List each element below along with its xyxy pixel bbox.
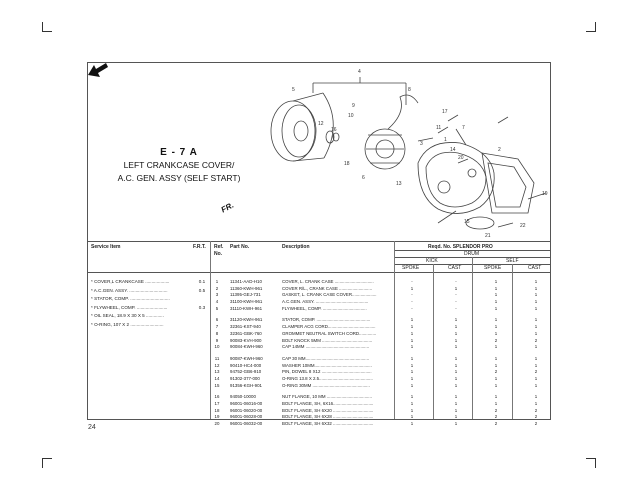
qty-self-cast: 1 bbox=[534, 285, 538, 291]
part-description: GASKET, L. CRANK CASE COVER.................... bbox=[282, 292, 377, 298]
qty-self-spoke: 1 bbox=[494, 355, 498, 361]
part-description: STATOR, COMP. ............................................ bbox=[282, 317, 371, 323]
header-service-item: Service Item bbox=[91, 244, 121, 250]
header-kick-spoke: SPOKE bbox=[402, 265, 420, 271]
part-description: A.C.GEN. ASSY. ........................................... bbox=[282, 299, 369, 305]
service-item-label: * A.C.GEN. ASSY. .............................. bbox=[91, 287, 168, 293]
callout-12: 12 bbox=[318, 121, 324, 127]
qty-kick-spoke: 1 bbox=[410, 369, 414, 375]
qty-kick-spoke: 1 bbox=[410, 344, 414, 350]
parts-table-row bbox=[212, 286, 550, 293]
section-title-line-2: A.C. GEN. ASSY (SELF START) bbox=[117, 173, 241, 183]
qty-kick-cast: - bbox=[455, 305, 457, 311]
part-description: BOLT KNOCK 5MM ......................................... bbox=[282, 337, 373, 343]
qty-self-cast: 1 bbox=[534, 401, 538, 406]
service-item-row bbox=[91, 313, 211, 322]
qty-self-spoke: 1 bbox=[494, 382, 498, 388]
part-number: 90410-HC4-000 bbox=[230, 362, 262, 368]
qty-kick-cast: 1 bbox=[454, 362, 458, 368]
parts-table-row bbox=[212, 331, 550, 338]
part-ref-no: 18 bbox=[214, 407, 220, 413]
service-item-row bbox=[91, 296, 211, 305]
part-number: 96001-06028-00 bbox=[230, 414, 263, 420]
qty-kick-cast: - bbox=[455, 299, 457, 305]
part-number: 90087-KWH-960 bbox=[230, 355, 263, 361]
part-ref-no: 16 bbox=[214, 394, 220, 400]
part-description: PIN, DOWEL 8 X12 ......................................... bbox=[282, 369, 372, 375]
page-number: 24 bbox=[88, 424, 96, 431]
part-description: O-RING 13.8 X 2.5............................................ bbox=[282, 375, 373, 381]
part-number: 31120-KWH-961 bbox=[230, 317, 263, 323]
part-ref-no: 20 bbox=[214, 421, 220, 427]
part-ref-no: 7 bbox=[215, 324, 219, 330]
qty-self-spoke: 1 bbox=[494, 292, 498, 298]
qty-kick-cast: 1 bbox=[454, 285, 458, 291]
service-item-label: * STATOR, COMP. ............................... bbox=[91, 296, 170, 301]
qty-self-cast: 1 bbox=[534, 375, 538, 381]
part-ref-no: 17 bbox=[214, 401, 220, 406]
parts-table-row bbox=[212, 394, 550, 401]
callout-2: 2 bbox=[498, 147, 501, 153]
qty-self-cast: 1 bbox=[534, 394, 538, 400]
part-description: CLAMPER ACG CORD....................................... bbox=[282, 324, 376, 330]
header-self-cast: CAST bbox=[528, 265, 542, 271]
callout-10: 10 bbox=[348, 113, 354, 119]
header-bottom-rule bbox=[88, 272, 550, 273]
qty-kick-cast: - bbox=[455, 279, 457, 284]
parts-table-row bbox=[212, 356, 550, 363]
qty-self-cast: 1 bbox=[534, 279, 538, 284]
callout-16: 16 bbox=[331, 127, 337, 133]
qty-kick-spoke: 1 bbox=[410, 330, 414, 336]
header-kick-cast: CAST bbox=[448, 265, 462, 271]
parts-table-row bbox=[212, 324, 550, 331]
qty-self-spoke: 1 bbox=[494, 330, 498, 336]
callout-4: 4 bbox=[358, 69, 361, 75]
qty-self-spoke: 1 bbox=[494, 305, 498, 311]
qty-kick-spoke: 1 bbox=[410, 362, 414, 368]
callout-14: 14 bbox=[450, 147, 456, 153]
part-ref-no: 9 bbox=[215, 337, 219, 343]
qty-self-cast: 1 bbox=[534, 344, 538, 350]
qty-self-cast: 1 bbox=[534, 382, 538, 388]
qty-self-spoke: 2 bbox=[494, 337, 498, 343]
callout-3: 3 bbox=[420, 141, 423, 147]
qty-self-spoke: 2 bbox=[494, 421, 498, 427]
part-ref-no: 15 bbox=[214, 382, 220, 388]
header-rule-drum bbox=[394, 250, 550, 251]
service-item-label: * FLYWHEEL, COMP. ........................ bbox=[91, 304, 168, 310]
service-item-row bbox=[91, 279, 211, 288]
service-item-row bbox=[91, 288, 211, 297]
section-title-block bbox=[94, 147, 264, 184]
parts-table-row bbox=[212, 408, 550, 415]
part-number: 90083-KVH-900 bbox=[230, 337, 262, 343]
service-item-label: * COVER,L CRANKCASE ................... bbox=[91, 279, 170, 284]
service-item-frt: 0.3 bbox=[198, 304, 206, 310]
part-number: 94050-10000 bbox=[230, 394, 256, 400]
qty-kick-cast: - bbox=[455, 292, 457, 298]
qty-kick-spoke: 1 bbox=[410, 407, 414, 413]
part-ref-no: 2 bbox=[215, 285, 219, 291]
callout-22: 22 bbox=[520, 223, 526, 229]
front-direction-label: FR. bbox=[219, 200, 236, 215]
qty-self-cast: 1 bbox=[534, 305, 538, 311]
callout-8: 8 bbox=[408, 87, 411, 93]
part-number: 96001-06032-00 bbox=[230, 421, 263, 427]
qty-self-spoke: 1 bbox=[494, 317, 498, 323]
part-description: CAP 14MM .................................................... bbox=[282, 344, 370, 350]
part-ref-no: 5 bbox=[215, 305, 219, 311]
part-number: 96001-06016-00 bbox=[230, 401, 263, 406]
crop-mark-top-right bbox=[586, 22, 596, 32]
crop-mark-bottom-right bbox=[586, 458, 596, 468]
qty-self-cast: 2 bbox=[534, 369, 538, 375]
qty-kick-cast: 1 bbox=[454, 421, 458, 427]
header-frt: F.R.T. bbox=[193, 244, 206, 250]
qty-kick-cast: 1 bbox=[454, 407, 458, 413]
parts-table-row bbox=[212, 369, 550, 376]
part-number: 96001-06020-00 bbox=[230, 407, 263, 413]
parts-table-row bbox=[212, 299, 550, 306]
qty-self-cast: 2 bbox=[534, 407, 538, 413]
qty-kick-cast: 1 bbox=[454, 414, 458, 420]
qty-self-cast: 1 bbox=[534, 355, 538, 361]
part-number: 31100-KWH-961 bbox=[230, 299, 263, 305]
header-reqd-no: Reqd. No. SPLENDOR PRO bbox=[428, 244, 493, 250]
qty-self-cast: 1 bbox=[534, 330, 538, 336]
qty-self-spoke: 1 bbox=[494, 375, 498, 381]
qty-self-cast: 1 bbox=[534, 317, 538, 323]
qty-self-spoke: 1 bbox=[494, 394, 498, 400]
header-self-spoke: SPOKE bbox=[484, 265, 502, 271]
qty-kick-spoke: 1 bbox=[410, 414, 414, 420]
parts-table-row bbox=[212, 421, 550, 428]
part-number: 11395-GEJ-731 bbox=[230, 292, 261, 298]
part-ref-no: 11 bbox=[214, 355, 220, 361]
section-code: E - 7 A bbox=[160, 147, 198, 158]
service-item-label: * OIL SEAL, 18.9 X 30 X 5 .............. bbox=[91, 313, 164, 318]
qty-self-spoke: 1 bbox=[494, 279, 498, 284]
parts-table-row bbox=[212, 279, 550, 286]
crop-mark-top-left bbox=[42, 22, 52, 32]
parts-table-row bbox=[212, 414, 550, 421]
part-description: CAP 30 MM.................................................... bbox=[282, 355, 370, 361]
part-ref-no: 3 bbox=[215, 292, 219, 298]
parts-table-row bbox=[212, 376, 550, 383]
part-description: COVER, L. CRANK CASE ................................ bbox=[282, 279, 374, 284]
part-number: 90084-KWH-960 bbox=[230, 344, 263, 350]
qty-kick-spoke: 1 bbox=[410, 285, 414, 291]
header-kick: KICK bbox=[426, 258, 438, 264]
part-number: 32361-KST-940 bbox=[230, 324, 261, 330]
service-item-label: * O-RING, 107 X 2 .......................... bbox=[91, 321, 164, 327]
qty-self-cast: 1 bbox=[534, 299, 538, 305]
service-item-frt: 0.5 bbox=[198, 287, 206, 293]
callout-17: 17 bbox=[442, 109, 448, 115]
qty-self-spoke: 1 bbox=[494, 344, 498, 350]
qty-kick-spoke: 1 bbox=[410, 401, 414, 406]
part-description: O-RING 30MM ............................................... bbox=[282, 382, 370, 388]
qty-kick-spoke: 1 bbox=[410, 337, 414, 343]
part-description: BOLT FLANGE, SH 6X20 ................................. bbox=[282, 407, 374, 413]
qty-kick-cast: 1 bbox=[454, 337, 458, 343]
callout-15: 15 bbox=[464, 219, 470, 225]
parts-table-row bbox=[212, 317, 550, 324]
qty-kick-cast: 1 bbox=[454, 394, 458, 400]
qty-self-spoke: 1 bbox=[494, 362, 498, 368]
part-description: COVER R/L., CRANK CASE ........................... bbox=[282, 285, 373, 291]
callout-19: 19 bbox=[542, 191, 548, 197]
qty-self-spoke: 2 bbox=[494, 414, 498, 420]
qty-self-spoke: 2 bbox=[494, 407, 498, 413]
service-item-row bbox=[91, 305, 211, 314]
parts-table-row bbox=[212, 344, 550, 351]
column-divider-service bbox=[210, 241, 211, 419]
parts-table bbox=[212, 279, 550, 428]
part-number: 32361-GBK-760 bbox=[230, 330, 262, 336]
part-number: 31110-KWH-961 bbox=[230, 305, 263, 311]
service-item-row bbox=[91, 322, 211, 331]
catalog-page-frame bbox=[87, 62, 551, 427]
qty-kick-spoke: - bbox=[411, 279, 413, 284]
parts-table-row bbox=[212, 383, 550, 390]
part-ref-no: 10 bbox=[214, 344, 220, 350]
qty-kick-cast: 1 bbox=[454, 355, 458, 361]
qty-kick-spoke: 1 bbox=[410, 394, 414, 400]
qty-kick-spoke: 1 bbox=[410, 324, 414, 330]
part-number: 11360-KWH-961 bbox=[230, 285, 263, 291]
qty-self-spoke: 2 bbox=[494, 369, 498, 375]
qty-kick-cast: 1 bbox=[454, 344, 458, 350]
part-description: BOLT FLANGE, SH 6X32 ................................. bbox=[282, 421, 374, 427]
callout-1: 1 bbox=[444, 137, 447, 143]
callout-11: 11 bbox=[436, 125, 442, 131]
parts-table-row bbox=[212, 338, 550, 345]
part-ref-no: 14 bbox=[214, 375, 220, 381]
part-description: BOLT FLANGE, SH 6X28 ................................. bbox=[282, 414, 374, 420]
part-ref-no: 13 bbox=[214, 369, 220, 375]
part-description: NUT FLANGE, 10 MM ..................................... bbox=[282, 394, 372, 400]
qty-kick-cast: 1 bbox=[454, 401, 458, 406]
o-ring-outline bbox=[466, 217, 494, 229]
part-ref-no: 1 bbox=[215, 279, 219, 284]
part-number: 11341-AAD-H10 bbox=[230, 279, 262, 284]
header-ref-no: No. bbox=[214, 251, 223, 257]
part-ref-no: 12 bbox=[214, 362, 220, 368]
qty-kick-spoke: - bbox=[411, 305, 413, 311]
qty-self-spoke: 1 bbox=[494, 324, 498, 330]
part-ref-no: 6 bbox=[215, 317, 219, 323]
header-part-no: Part No. bbox=[230, 244, 250, 250]
callout-6: 6 bbox=[362, 175, 365, 181]
qty-self-cast: 1 bbox=[534, 324, 538, 330]
qty-kick-cast: 1 bbox=[454, 375, 458, 381]
qty-self-cast: 1 bbox=[534, 362, 538, 368]
qty-self-cast: 2 bbox=[534, 414, 538, 420]
header-drum: DRUM bbox=[464, 251, 479, 257]
qty-kick-spoke: 1 bbox=[410, 375, 414, 381]
parts-table-row bbox=[212, 306, 550, 313]
qty-kick-cast: 1 bbox=[454, 382, 458, 388]
header-ref: Ref. bbox=[214, 244, 224, 250]
callout-20: 20 bbox=[458, 155, 464, 161]
part-description: GROMMET NEUTRAL SWITCH CORD.............. bbox=[282, 330, 377, 336]
callout-18: 18 bbox=[344, 161, 350, 167]
qty-kick-cast: 1 bbox=[454, 330, 458, 336]
part-description: WASHER 10MM............................................... bbox=[282, 362, 372, 368]
qty-kick-spoke: - bbox=[411, 299, 413, 305]
service-item-frt: 0.1 bbox=[198, 279, 206, 284]
qty-self-spoke: 1 bbox=[494, 285, 498, 291]
callout-21: 21 bbox=[485, 233, 491, 239]
header-self: SELF bbox=[506, 258, 519, 264]
table-top-rule bbox=[88, 241, 550, 242]
part-number: 91356-KGH-901 bbox=[230, 382, 262, 388]
part-ref-no: 8 bbox=[215, 330, 219, 336]
qty-self-cast: 1 bbox=[534, 292, 538, 298]
header-description: Description bbox=[282, 244, 310, 250]
callout-13: 13 bbox=[396, 181, 402, 187]
part-number: 91302-377-000 bbox=[230, 375, 260, 381]
qty-kick-cast: 1 bbox=[454, 317, 458, 323]
crop-mark-bottom-left bbox=[42, 458, 52, 468]
callout-7: 7 bbox=[462, 125, 465, 131]
parts-table-row bbox=[212, 401, 550, 408]
front-direction-arrow-icon bbox=[88, 63, 108, 77]
qty-kick-spoke: 1 bbox=[410, 355, 414, 361]
part-description: FLYWHEEL, COMP. .................................... bbox=[282, 305, 367, 311]
qty-kick-spoke: 1 bbox=[410, 421, 414, 427]
qty-self-cast: 2 bbox=[534, 337, 538, 343]
part-ref-no: 19 bbox=[214, 414, 220, 420]
callout-5: 5 bbox=[292, 87, 295, 93]
part-number: 94752-GB6-910 bbox=[230, 369, 262, 375]
qty-kick-cast: 1 bbox=[454, 324, 458, 330]
qty-self-spoke: 1 bbox=[494, 401, 498, 406]
callout-9: 9 bbox=[352, 103, 355, 109]
qty-self-spoke: 1 bbox=[494, 299, 498, 305]
section-title-line-1: LEFT CRANKCASE COVER/ bbox=[123, 160, 235, 170]
parts-table-row bbox=[212, 363, 550, 370]
service-items-list bbox=[91, 279, 211, 330]
part-description: BOLT FLANGE, SH, 6X16................................. bbox=[282, 401, 374, 406]
qty-kick-cast: 1 bbox=[454, 369, 458, 375]
part-ref-no: 4 bbox=[215, 299, 219, 305]
qty-kick-spoke: 1 bbox=[410, 382, 414, 388]
qty-self-cast: 2 bbox=[534, 421, 538, 427]
qty-kick-spoke: - bbox=[411, 292, 413, 298]
qty-kick-spoke: 1 bbox=[410, 317, 414, 323]
parts-table-row bbox=[212, 292, 550, 299]
